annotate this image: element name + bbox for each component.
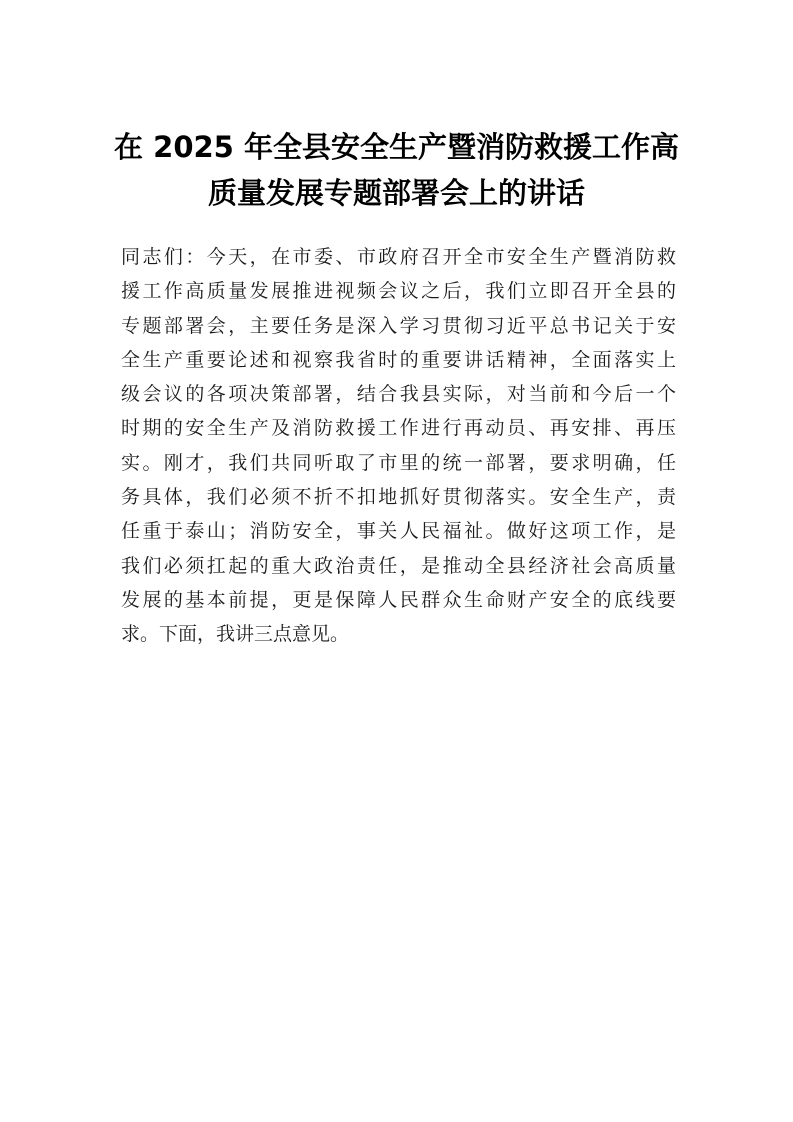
title-line-2: 质量发展专题部署会上的讲话 [207, 176, 585, 210]
document-title [100, 124, 693, 216]
paragraph-line: 务具体，我们必须不折不扣地抓好贯彻落实。安全生产，责 [121, 486, 676, 509]
title-line-1: 在 2025 年全县安全生产暨消防救援工作高 [114, 130, 679, 164]
paragraph-line: 同志们：今天，在市委、市政府召开全市安全生产暨消防救 [121, 246, 676, 268]
paragraph-line: 我们必须扛起的重大政治责任，是推动全县经济社会高质量 [121, 554, 676, 577]
paragraph-line: 全生产重要论述和视察我省时的重要讲话精神，全面落实上 [121, 348, 676, 371]
paragraph-line: 级会议的各项决策部署，结合我县实际，对当前和今后一个 [121, 383, 676, 406]
paragraph-line: 援工作高质量发展推进视频会议之后，我们立即召开全县的 [121, 280, 676, 303]
paragraph-line: 求。下面，我讲三点意见。 [121, 623, 350, 646]
paragraph-line: 发展的基本前提，更是保障人民群众生命财产安全的底线要 [121, 588, 676, 611]
paragraph-line: 实。刚才，我们共同听取了市里的统一部署，要求明确，任 [121, 451, 676, 474]
paragraph-line: 时期的安全生产及消防救援工作进行再动员、再安排、再压 [121, 417, 676, 440]
speech-paragraph [121, 240, 676, 652]
paragraph-line: 专题部署会，主要任务是深入学习贯彻习近平总书记关于安 [121, 314, 676, 337]
paragraph-line: 任重于泰山；消防安全，事关人民福祉。做好这项工作，是 [121, 520, 676, 543]
